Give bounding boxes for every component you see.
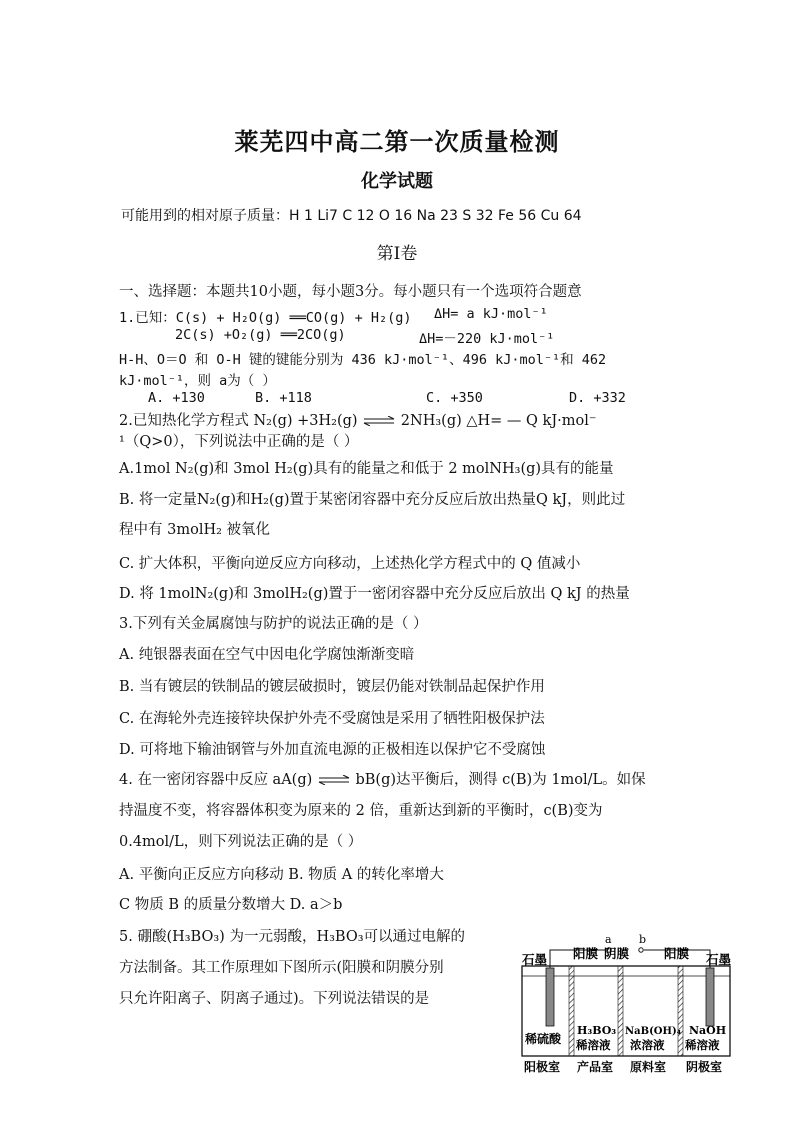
q1-equation-2 <box>175 327 555 347</box>
terminal-a-label: a <box>605 933 612 946</box>
solution-2-label-1: H₃BO₃ <box>577 1024 617 1037</box>
q3-stem: 3.下列有关金属腐蚀与防护的说法正确的是（ ） <box>119 616 428 632</box>
electrolysis-diagram <box>514 928 738 1078</box>
room-2-label: 产品室 <box>577 1060 614 1074</box>
q2-option-d: D. 将 1molN₂(g)和 3molH₂(g)置于一密闭容器中充分反应后放出 Q kJ 的热量 <box>119 586 630 602</box>
q1-text-2: kJ·mol⁻¹，则 a为（ ） <box>119 373 276 389</box>
membrane-3 <box>678 966 683 1056</box>
q1-eq2-left: 2C(s) +O₂(g) ══2CO(g) <box>175 327 346 343</box>
exam-subtitle: 化学试题 <box>361 171 433 192</box>
room-1-label: 阳极室 <box>524 1060 561 1074</box>
equilibrium-arrow-icon <box>362 416 396 426</box>
q1-eq1-dh: ΔH= a kJ·mol⁻¹ <box>434 306 548 322</box>
room-4-label: 阴极室 <box>686 1060 723 1074</box>
q1-option-d: D. +332 <box>569 390 626 406</box>
q3-option-a: A. 纯银器表面在空气中因电化学腐蚀渐渐变暗 <box>119 647 415 663</box>
q4-stem-2: 持温度不变，将容器体积变为原来的 2 倍，重新达到新的平衡时，c(B)变为 <box>119 803 603 819</box>
q2-option-a: A.1mol N₂(g)和 3mol H₂(g)具有的能量之和低于 2 molNH₃(g)具有的能量 <box>119 461 614 477</box>
section-heading: 一、选择题：本题共10小题，每小题3分。每小题只有一个选项符合题意 <box>119 284 582 300</box>
solution-3-label-2: 浓溶液 <box>630 1038 665 1052</box>
q3-option-d: D. 可将地下输油钢管与外加直流电源的正极相连以保护它不受腐蚀 <box>119 742 546 758</box>
right-electrode <box>706 968 714 1026</box>
q5-stem-2: 方法制备。其工作原理如下图所示(阳膜和阴膜分别 <box>119 960 444 976</box>
q2-stem-1 <box>119 409 597 430</box>
solution-4-label-2: 稀溶液 <box>685 1038 720 1052</box>
q2-option-b-1: B. 将一定量N₂(g)和H₂(g)置于某密闭容器中充分反应后放出热量Q kJ，则此过 <box>119 492 626 508</box>
q2-option-c: C. 扩大体积，平衡向逆反应方向移动，上述热化学方程式中的 Q 值减小 <box>119 556 581 572</box>
q1-equation-1 <box>119 306 548 326</box>
q1-option-a: A. +130 <box>148 390 205 406</box>
q1-eq2-dh: ΔH=－220 kJ·mol⁻¹ <box>419 331 555 347</box>
volume-heading: 第Ⅰ卷 <box>376 244 418 264</box>
q4-stem1-a: 4. 在一密闭容器中反应 aA(g) <box>119 772 313 788</box>
room-3-label: 原料室 <box>630 1060 667 1074</box>
membrane-2-label: 阴膜 <box>604 946 630 961</box>
terminal-b-label: b <box>639 933 647 946</box>
q1-option-b: B. +118 <box>255 390 312 406</box>
solution-3-label-1: NaB(OH)₄ <box>625 1026 682 1037</box>
q4-stem1-b: bB(g)达平衡后，测得 c(B)为 1mol/L。如保 <box>355 772 646 788</box>
left-electrode <box>546 968 554 1026</box>
membrane-2 <box>618 966 623 1056</box>
membrane-3-label: 阳膜 <box>664 946 690 961</box>
q4-options-cd: C 物质 B 的质量分数增大 D. a＞b <box>119 897 343 913</box>
q2-option-b-2: 程中有 3molH₂ 被氧化 <box>119 522 271 538</box>
membrane-1 <box>569 966 574 1056</box>
q2-stem-2: ¹（Q>0），下列说法中正确的是（ ） <box>119 434 359 450</box>
right-electrode-label: 石墨 <box>706 952 732 967</box>
q1-text-1: H-H、O＝O 和 O-H 键的键能分别为 436 kJ·mol⁻¹、496 kJ·mol⁻¹和 462 <box>119 352 607 368</box>
equilibrium-arrow-icon <box>317 775 351 785</box>
solution-1-label: 稀硫酸 <box>525 1032 562 1046</box>
q5-stem-1: 5. 硼酸(H₃BO₃) 为一元弱酸，H₃BO₃可以通过电解的 <box>119 929 466 945</box>
q2-stem1-a: 2.已知热化学方程式 N₂(g) +3H₂(g) <box>119 413 358 429</box>
membrane-1-label: 阳膜 <box>573 946 599 961</box>
solution-2-label-2: 稀溶液 <box>576 1038 611 1052</box>
q4-stem-3: 0.4mol/L，则下列说法正确的是（ ） <box>119 834 363 850</box>
solution-4-label-1: NaOH <box>689 1024 727 1037</box>
atomic-mass-line: 可能用到的相对原子质量：H 1 Li7 C 12 O 16 Na 23 S 32 Fe 56 Cu 64 <box>121 208 582 224</box>
q5-stem-3: 只允许阳离子、阴离子通过)。下列说法错误的是 <box>119 991 430 1007</box>
q1-eq1-left: 1.已知：C(s) + H₂O(g) ══CO(g) + H₂(g) <box>119 310 412 326</box>
q4-options-ab: A. 平衡向正反应方向移动 B. 物质 A 的转化率增大 <box>119 867 444 883</box>
q4-stem-1 <box>119 768 646 789</box>
left-electrode-label: 石墨 <box>522 952 548 967</box>
q3-option-c: C. 在海轮外壳连接锌块保护外壳不受腐蚀是采用了牺牲阳极保护法 <box>119 711 545 727</box>
q2-stem1-b: 2NH₃(g) △H= — Q kJ·mol⁻ <box>400 413 597 429</box>
q1-option-c: C. +350 <box>426 390 483 406</box>
q3-option-b: B. 当有镀层的铁制品的镀层破损时，镀层仍能对铁制品起保护作用 <box>119 679 545 695</box>
exam-title: 莱芜四中高二第一次质量检测 <box>234 127 560 156</box>
terminal-b-icon <box>639 948 643 952</box>
